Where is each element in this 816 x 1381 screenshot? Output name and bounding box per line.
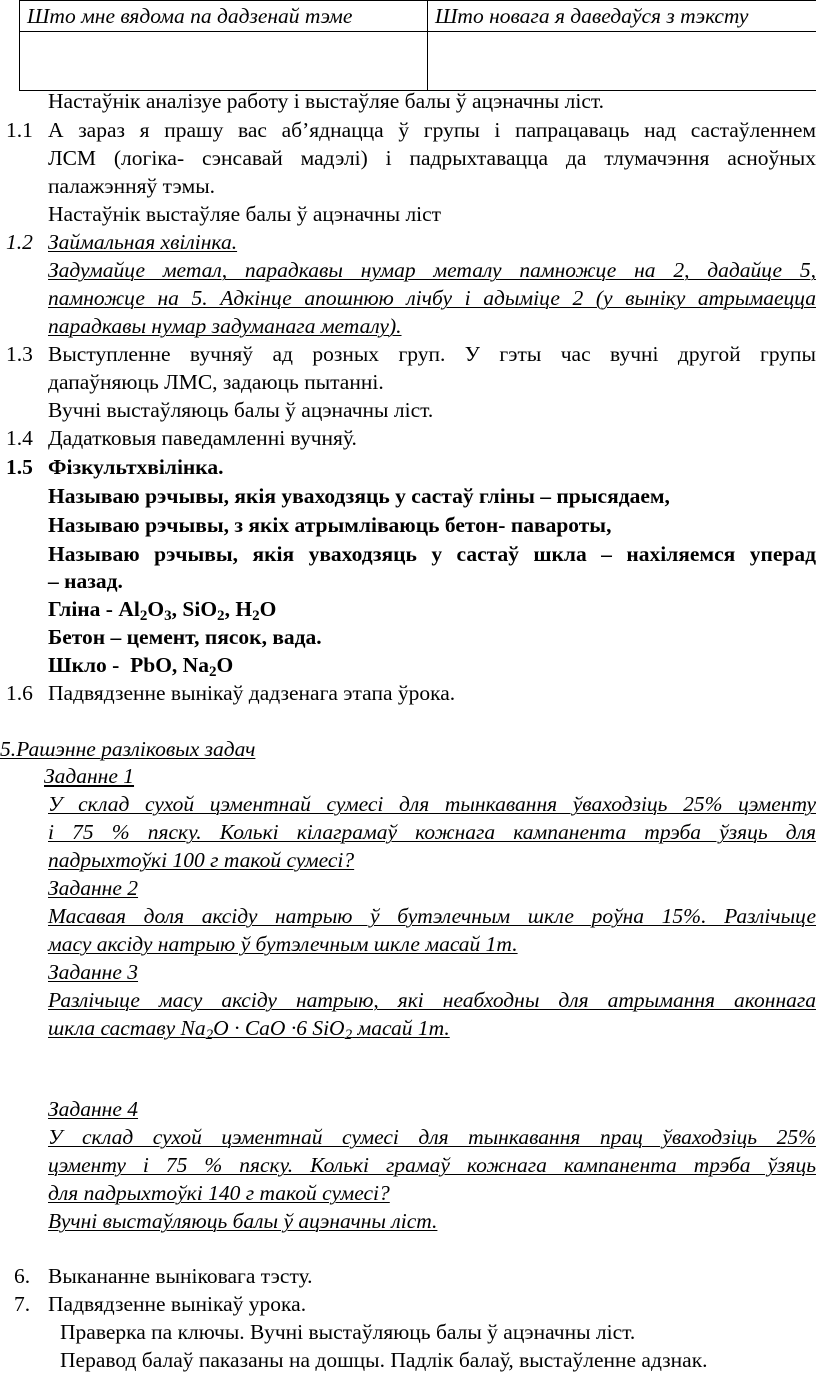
- table-header-row: [20, 1, 816, 32]
- section-1-3-note: Вучні выстаўляюць балы ў ацэначны ліст.: [48, 398, 434, 422]
- task-3-title: Заданне 3: [48, 960, 139, 984]
- section-1-1-line-2: ЛСМ (логіка- сэнсавай мадэлі) і падрыхтавацца да тлумачэння асноўных: [48, 146, 816, 170]
- section-1-2-line-2: памножце на 5. Адкінце апошнюю лічбу і адыміце 2 (у выніку атрымаецца: [48, 286, 816, 310]
- section-number: 7.: [14, 1292, 31, 1316]
- intro-text: Настаўнік аналізуе работу і выстаўляе балы ў ацэначны ліст.: [48, 89, 605, 113]
- concrete-composition: Бетон – цемент, пясок, вада.: [48, 625, 322, 649]
- section-1-3-line-1: Выступленне вучняў ад розных груп. У гэты час вучні другой групы: [48, 342, 816, 366]
- section-1-5-line-3: Называю рэчывы, якія уваходзяць у састаў шкла – нахіляемся уперад: [48, 542, 816, 566]
- section-5-title: 5.Рашэнне разліковых задач: [0, 737, 256, 761]
- task-2-line-1: Масавая доля аксіду натрыю ў бутэлечным шкле роўна 15%. Разлічыце: [48, 904, 816, 928]
- glass-composition: [48, 653, 233, 678]
- section-6-text: Выкананне выніковага тэсту.: [48, 1264, 313, 1288]
- task-2-line-2: масу аксіду натрыю ў бутэлечным шкле масай 1т.: [48, 932, 518, 956]
- clay-formulas: $Al_2O_3$, SiO$_2$, $H_2O$: [118, 597, 277, 624]
- task-4-note: Вучні выстаўляюць балы ў ацэначны ліст.: [48, 1209, 438, 1233]
- clay-label: Гліна -: [48, 597, 113, 621]
- section-1-5-line-2: Называю рэчывы, з якіх атрымліваюць бетон- павароты,: [48, 513, 612, 537]
- task-3-line-1: Разлічыце масу аксіду натрыю, які неабходны для атрымання аконнага: [48, 988, 816, 1012]
- section-1-5-line-1: Называю рэчывы, якія уваходзяць у састаў гліны – прысядаем,: [48, 484, 670, 508]
- task-3-line-2: шкла саставу $Na_2O$ · CaO ·6 SiO$_2$ масай 1т.: [48, 1016, 450, 1043]
- table-row: [20, 32, 816, 91]
- task-4-line-2: цэменту і 75 % пяску. Колькі грамаў кожнага кампанента трэба ўзяць: [48, 1153, 816, 1177]
- section-1-4-text: Дадатковыя паведамленні вучняў.: [48, 426, 357, 450]
- clay-composition: [48, 597, 276, 622]
- section-1-6-text: Падвядзенне вынікаў дадзенага этапа ўрока.: [48, 681, 456, 705]
- task-1-line-3: падрыхтоўкі 100 г такой сумесі?: [48, 848, 355, 872]
- task-2-title: Заданне 2: [48, 876, 139, 900]
- section-number: 1.2: [6, 230, 33, 254]
- section-1-5-title: Фізкультхвілінка.: [48, 455, 224, 479]
- kwl-table: [19, 0, 816, 91]
- task-4-title: Заданне 4: [48, 1097, 139, 1121]
- section-1-2-line-3: парадкавы нумар задуманага металу).: [48, 314, 402, 338]
- section-1-1-line-3: палажэнняў тэмы.: [48, 174, 216, 198]
- table-header-learned: Што новага я даведаўся з тэксту: [428, 1, 816, 32]
- section-1-5-line-4: – назад.: [48, 569, 123, 593]
- glass-formulas: PbO, $Na_2O$: [130, 653, 234, 680]
- section-number: 1.4: [6, 426, 33, 450]
- table-cell-learned: [428, 32, 816, 91]
- table-cell-known: [20, 32, 428, 91]
- section-1-1-line-1: А зараз я прашу вас аб’яднацца ў групы і папрацаваць над састаўленнем: [48, 118, 816, 142]
- table-header-known: Што мне вядома па дадзенай тэме: [20, 1, 428, 32]
- glass-label: Шкло -: [48, 653, 120, 677]
- section-7-text: Падвядзенне вынікаў урока.: [48, 1292, 307, 1316]
- task-4-line-1: У склад сухой цэментнай сумесі для тынкавання прац ўваходзіць 25%: [48, 1125, 816, 1149]
- task-4-line-3: для падрыхтоўкі 140 г такой сумесі?: [48, 1181, 390, 1205]
- section-1-2-title: Займальная хвілінка.: [48, 230, 238, 254]
- section-number: 1.3: [6, 342, 33, 366]
- task-1-line-1: У склад сухой цэментнай сумесі для тынкавання ўваходзіць 25% цэменту: [48, 792, 816, 816]
- section-number: 1.6: [6, 681, 33, 705]
- task-1-title: Заданне 1: [44, 764, 135, 788]
- section-1-2-line-1: Задумайце метал, парадкавы нумар металу памножце на 2, дадайце 5,: [48, 258, 816, 282]
- section-7-line-2: Перавод балаў паказаны на дошцы. Падлік балаў, выстаўленне адзнак.: [60, 1348, 708, 1372]
- section-1-3-line-2: дапаўняюць ЛМС, задаюць пытанні.: [48, 370, 384, 394]
- section-7-line-1: Праверка па ключы. Вучні выстаўляюць балы ў ацэначны ліст.: [60, 1320, 636, 1344]
- section-number: 6.: [14, 1264, 31, 1288]
- section-number: 1.1: [6, 118, 33, 142]
- section-number: 1.5: [6, 455, 33, 479]
- section-1-1-note: Настаўнік выстаўляе балы ў ацэначны ліст: [48, 202, 442, 226]
- task-1-line-2: і 75 % пяску. Колькі кілаграмаў кожнага кампанента трэба ўзяць для: [48, 820, 816, 844]
